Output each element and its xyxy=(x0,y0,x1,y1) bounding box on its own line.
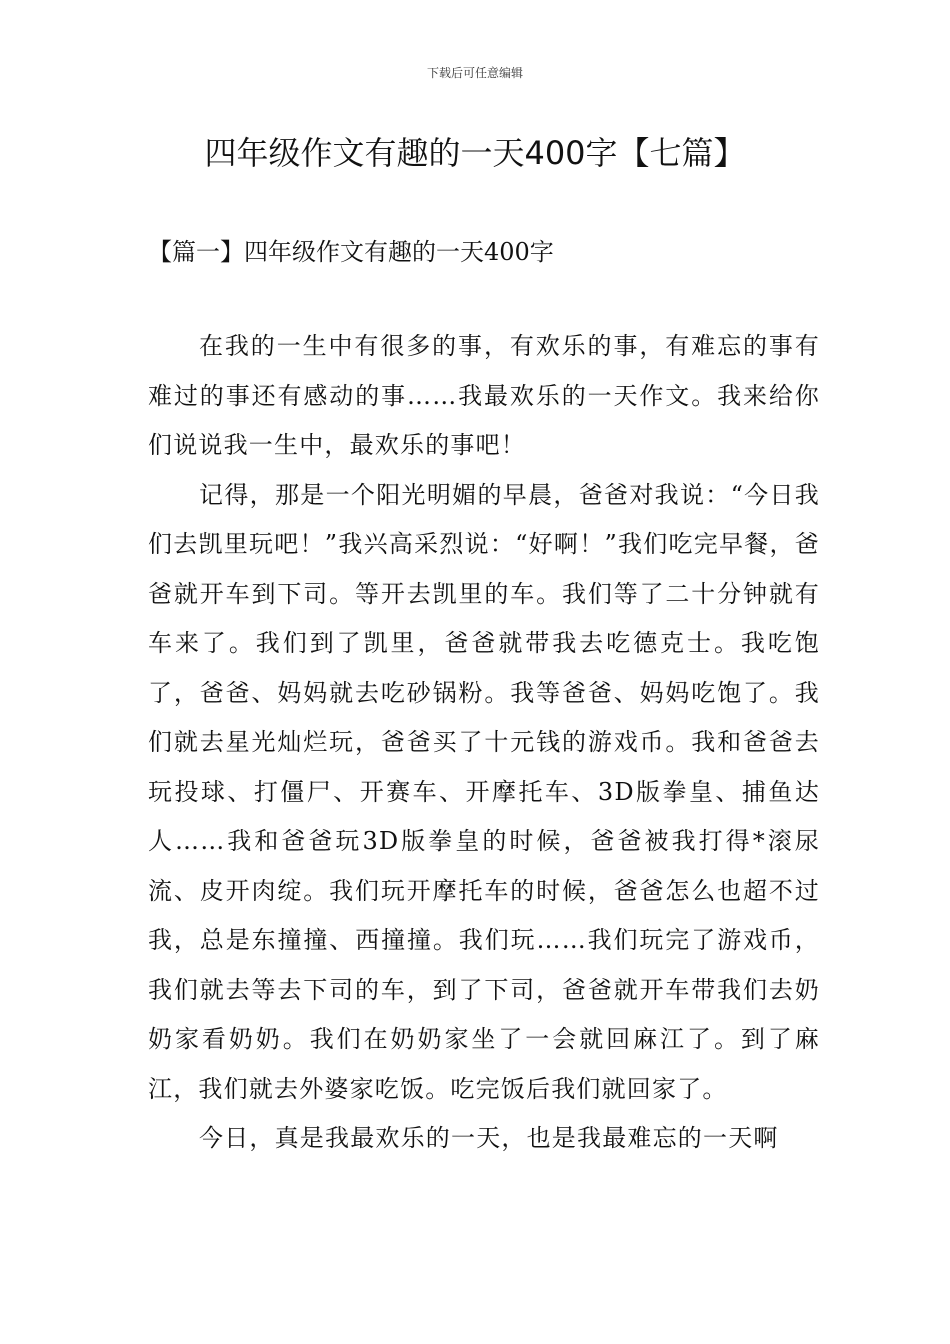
document-body xyxy=(148,322,820,1164)
paragraph: 在我的一生中有很多的事，有欢乐的事，有难忘的事有难过的事还有感动的事……我最欢乐的一天作文。我来给你们说说我一生中，最欢乐的事吧！ xyxy=(148,332,820,459)
header-note: 下载后可任意编辑 xyxy=(426,66,523,80)
section-heading: 【篇一】四年级作文有趣的一天400字 xyxy=(148,238,554,266)
paragraph: 今日，真是我最欢乐的一天，也是我最难忘的一天啊 xyxy=(199,1124,779,1152)
document-title: 四年级作文有趣的一天400字【七篇】 xyxy=(204,134,746,172)
paragraph: 记得，那是一个阳光明媚的早晨，爸爸对我说：“今日我们去凯里玩吧！”我兴高采烈说：“好啊！”我们吃完早餐，爸爸就开车到下司。等开去凯里的车。我们等了二十分钟就有车来了。我们到了凯里，爸爸就带我去吃德克士。我吃饱了，爸爸、妈妈就去吃砂锅粉。我等爸爸、妈妈吃饱了。我们就去星光灿烂玩，爸爸买了十元钱的游戏币。我和爸爸去玩投球、打僵尸、开赛车、开摩托车、3D版拳皇、捕鱼达人……我和爸爸玩3D版拳皇的时候，爸爸被我打得*滚尿流、皮开肉绽。我们玩开摩托车的时候，爸爸怎么也超不过我，总是东撞撞、西撞撞。我们玩……我们玩完了游戏币，我们就去等去下司的车，到了下司，爸爸就开车带我们去奶奶家看奶奶。我们在奶奶家坐了一会就回麻江了。到了麻江，我们就去外婆家吃饭。吃完饭后我们就回家了。 xyxy=(148,480,820,1103)
